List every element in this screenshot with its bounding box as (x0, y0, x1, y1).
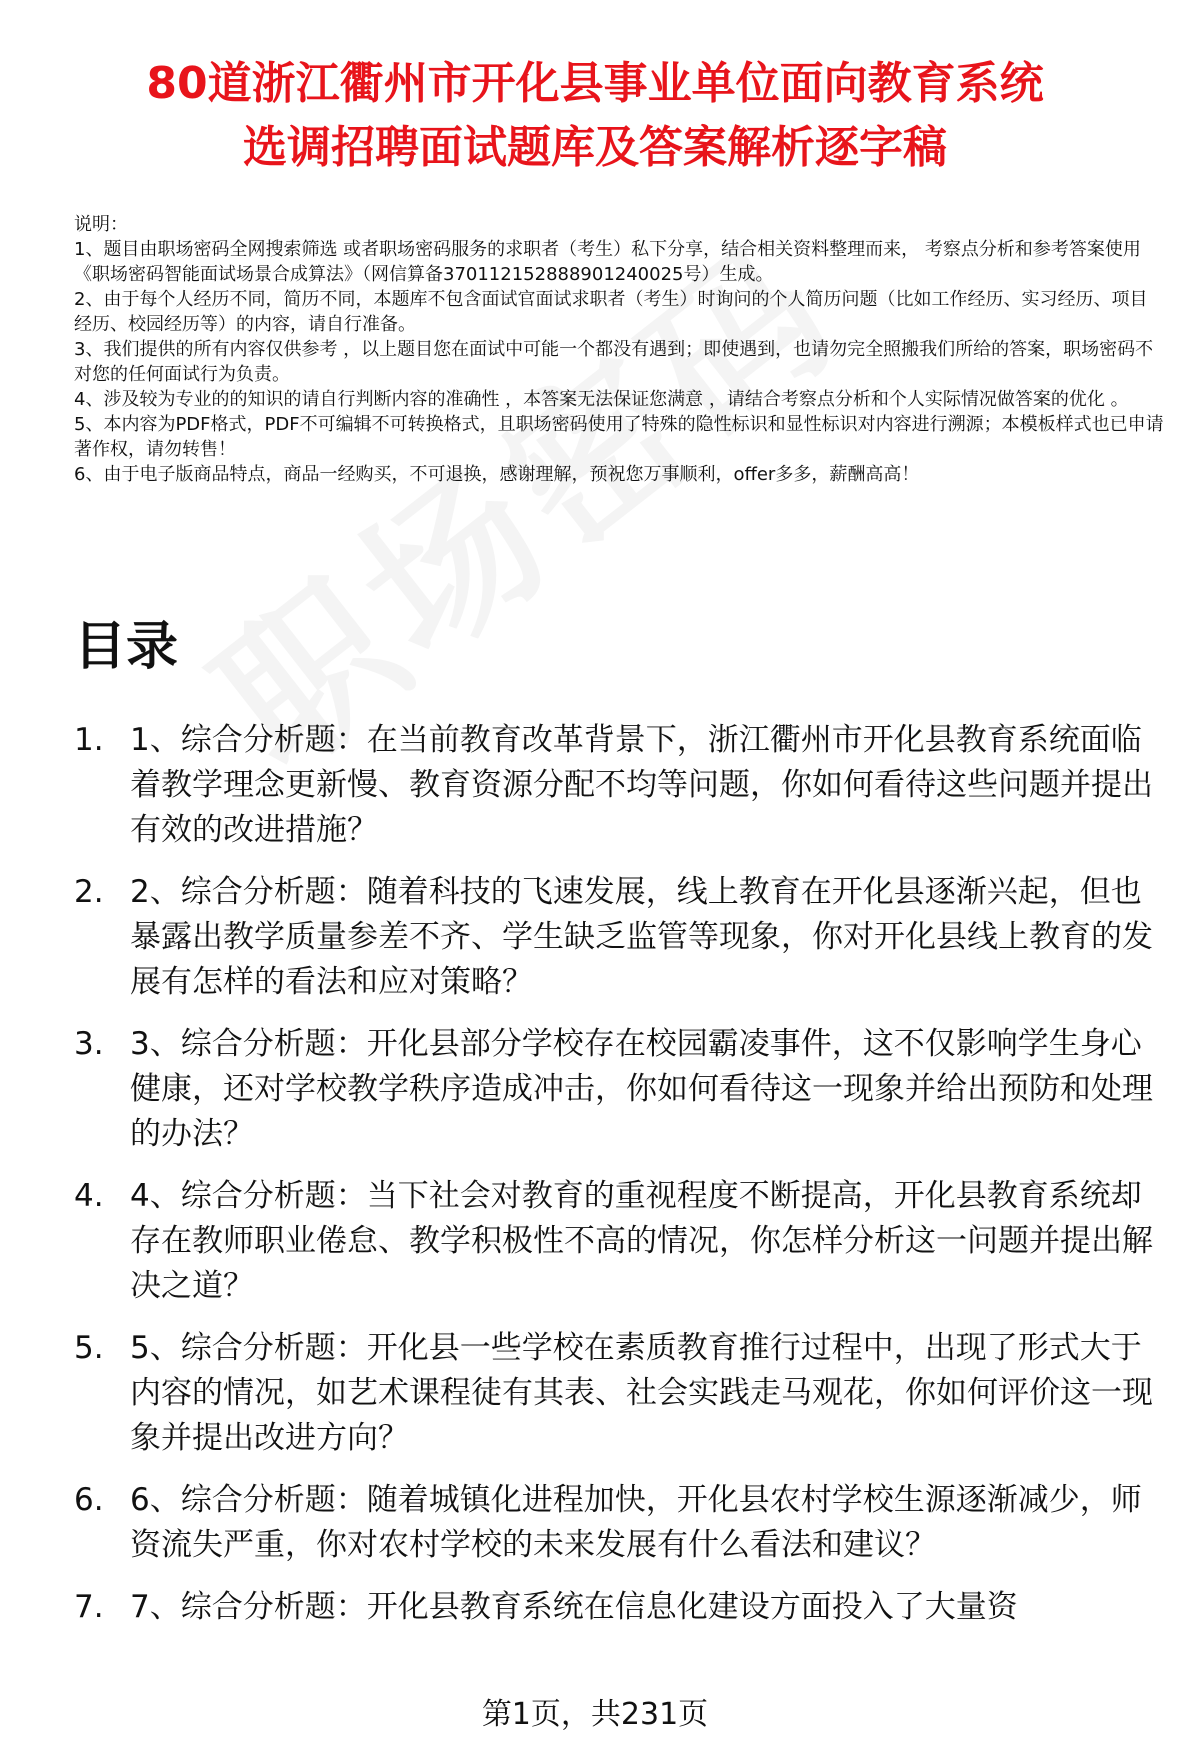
toc-item-text: 3、综合分析题：开化县部分学校存在校园霸凌事件，这不仅影响学生身心健康，还对学校教学秩序造成冲击，你如何看待这一现象并给出预防和处理的办法？ (130, 1026, 1153, 1152)
toc-item-text: 6、综合分析题：随着城镇化进程加快，开化县农村学校生源逐渐减少，师资流失严重，你对农村学校的未来发展有什么看法和建议？ (130, 1482, 1142, 1563)
toc-item[interactable] (74, 1478, 1169, 1568)
note-item-5: 5、本内容为PDF格式，PDF不可编辑不可转换格式，且职场密码使用了特殊的隐性标识和显性标识对内容进行溯源；本模板样式也已申请著作权，请勿转售！ (74, 414, 1164, 460)
notes-section (74, 212, 1164, 487)
page-footer: 第1页，共231页 (481, 1697, 709, 1732)
toc-heading: 目录 (74, 617, 179, 677)
toc-item-text: 4、综合分析题：当下社会对教育的重视程度不断提高，开化县教育系统却存在教师职业倦怠、教学积极性不高的情况，你怎样分析这一问题并提出解决之道？ (130, 1178, 1153, 1304)
note-item-1: 1、题目由职场密码全网搜索筛选 或者职场密码服务的求职者（考生）私下分享，结合相关资料整理而来， 考察点分析和参考答案使用《职场密码智能面试场景合成算法》（网信算备370112152888901240025号）生成。 (74, 239, 1141, 285)
note-item-3: 3、我们提供的所有内容仅供参考 ，以上题目您在面试中可能一个都没有遇到；即使遇到，也请勿完全照搬我们所给的答案，职场密码不对您的任何面试行为负责。 (74, 339, 1154, 385)
toc-item[interactable] (74, 1585, 1169, 1630)
toc-item-number: 2. (74, 874, 104, 910)
table-of-contents (74, 718, 1169, 1647)
title-line-2: 选调招聘面试题库及答案解析逐字稿 (243, 122, 947, 173)
toc-item[interactable] (74, 1174, 1169, 1309)
toc-item-text: 2、综合分析题：随着科技的飞速发展，线上教育在开化县逐渐兴起，但也暴露出教学质量参差不齐、学生缺乏监管等现象，你对开化县线上教育的发展有怎样的看法和应对策略？ (130, 874, 1153, 1000)
toc-item-text: 1、综合分析题：在当前教育改革背景下，浙江衢州市开化县教育系统面临着教学理念更新慢、教育资源分配不均等问题，你如何看待这些问题并提出有效的改进措施？ (130, 722, 1153, 848)
note-item-2: 2、由于每个人经历不同，简历不同，本题库不包含面试官面试求职者（考生）时询问的个人简历问题（比如工作经历、实习经历、项目经历、校园经历等）的内容，请自行准备。 (74, 289, 1148, 335)
note-item-4: 4、涉及较为专业的的知识的请自行判断内容的准确性 ，本答案无法保证您满意 ，请结合考察点分析和个人实际情况做答案的优化 。 (74, 389, 1129, 410)
document-title (60, 52, 1130, 180)
title-line-1: 80道浙江衢州市开化县事业单位面向教育系统 (146, 58, 1044, 109)
toc-item[interactable] (74, 870, 1169, 1005)
note-item-6: 6、由于电子版商品特点，商品一经购买，不可退换，感谢理解，预祝您万事顺利，offer多多，薪酬高高！ (74, 464, 920, 485)
notes-heading: 说明： (74, 214, 128, 235)
toc-item-number: 1. (74, 722, 104, 758)
toc-item-text: 5、综合分析题：开化县一些学校在素质教育推行过程中，出现了形式大于内容的情况，如艺术课程徒有其表、社会实践走马观花，你如何评价这一现象并提出改进方向？ (130, 1330, 1153, 1456)
toc-item-text: 7、综合分析题：开化县教育系统在信息化建设方面投入了大量资 (130, 1589, 1018, 1625)
toc-item-number: 6. (74, 1482, 104, 1518)
toc-item[interactable] (74, 718, 1169, 853)
toc-item[interactable] (74, 1022, 1169, 1157)
toc-item-number: 3. (74, 1026, 104, 1062)
toc-item[interactable] (74, 1326, 1169, 1461)
toc-item-number: 4. (74, 1178, 104, 1214)
toc-item-number: 5. (74, 1330, 104, 1366)
toc-item-number: 7. (74, 1589, 104, 1625)
